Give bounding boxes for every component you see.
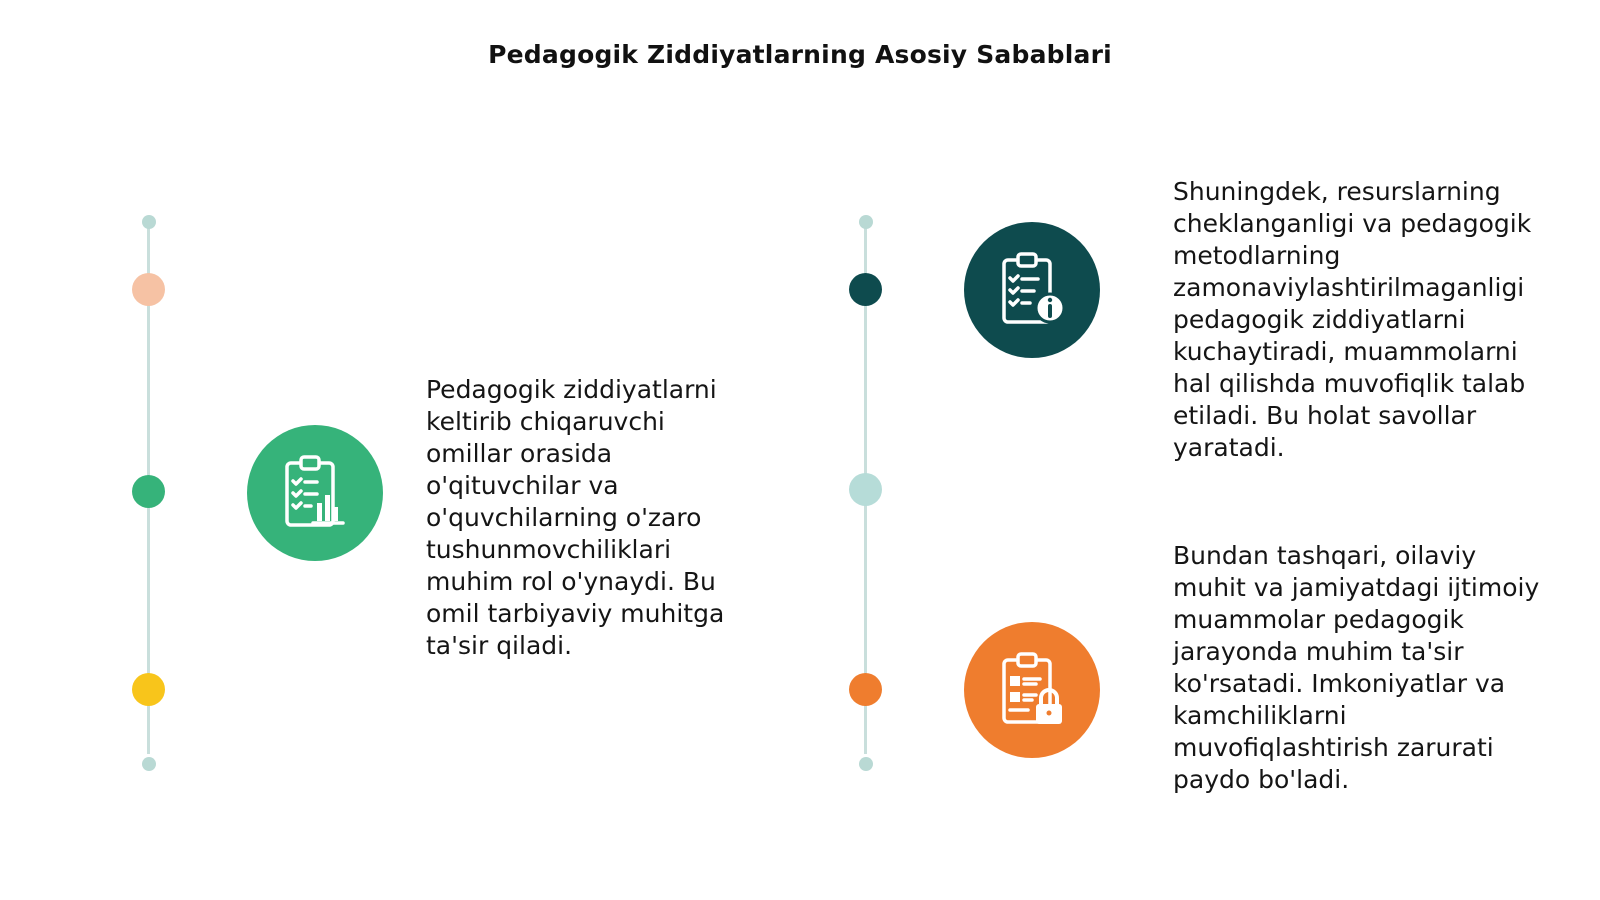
left-timeline-peach-dot (132, 273, 165, 306)
clipboard-info-icon (990, 248, 1074, 332)
clipboard-chart-icon (273, 451, 357, 535)
item-3-text: Bundan tashqari, oilaviy muhit va jamiyatdagi ijtimoiy muammolar pedagogik jarayonda muhim ta'sir ko'rsatadi. Imkoniyatlar va kamchiliklarni muvofiqlashtirish zarurati paydo bo'ladi. (1173, 541, 1540, 794)
middle-timeline-light-teal-dot (849, 473, 882, 506)
clipboard-lock-circle (964, 622, 1100, 758)
left-timeline-end-dot (142, 757, 156, 771)
middle-timeline-end-dot (859, 757, 873, 771)
left-timeline-start-dot (142, 215, 156, 229)
clipboard-lock-icon (990, 648, 1074, 732)
clipboard-chart-circle (247, 425, 383, 561)
left-timeline-green-dot (132, 475, 165, 508)
middle-timeline-start-dot (859, 215, 873, 229)
clipboard-info-circle (964, 222, 1100, 358)
middle-timeline-orange-dot (849, 673, 882, 706)
item-2-text: Shuningdek, resurslarning cheklanganligi va pedagogik metodlarning zamonaviylashtirilmaganligi pedagogik ziddiyatlarni kuchaytiradi, muammolarni hal qilishda muvofiqlik talab etiladi. Bu holat savollar yaratadi. (1173, 177, 1532, 462)
left-timeline-yellow-dot (132, 673, 165, 706)
item-1-text: Pedagogik ziddiyatlarni keltirib chiqaruvchi omillar orasida o'qituvchilar va o'quvchilarning o'zaro tushunmovchiliklari muhim rol o'ynaydi. Bu omil tarbiyaviy muhitga ta'sir qiladi. (426, 375, 725, 660)
page-title: Pedagogik Ziddiyatlarning Asosiy Sabablari (488, 40, 1112, 69)
middle-timeline-teal-dot (849, 273, 882, 306)
